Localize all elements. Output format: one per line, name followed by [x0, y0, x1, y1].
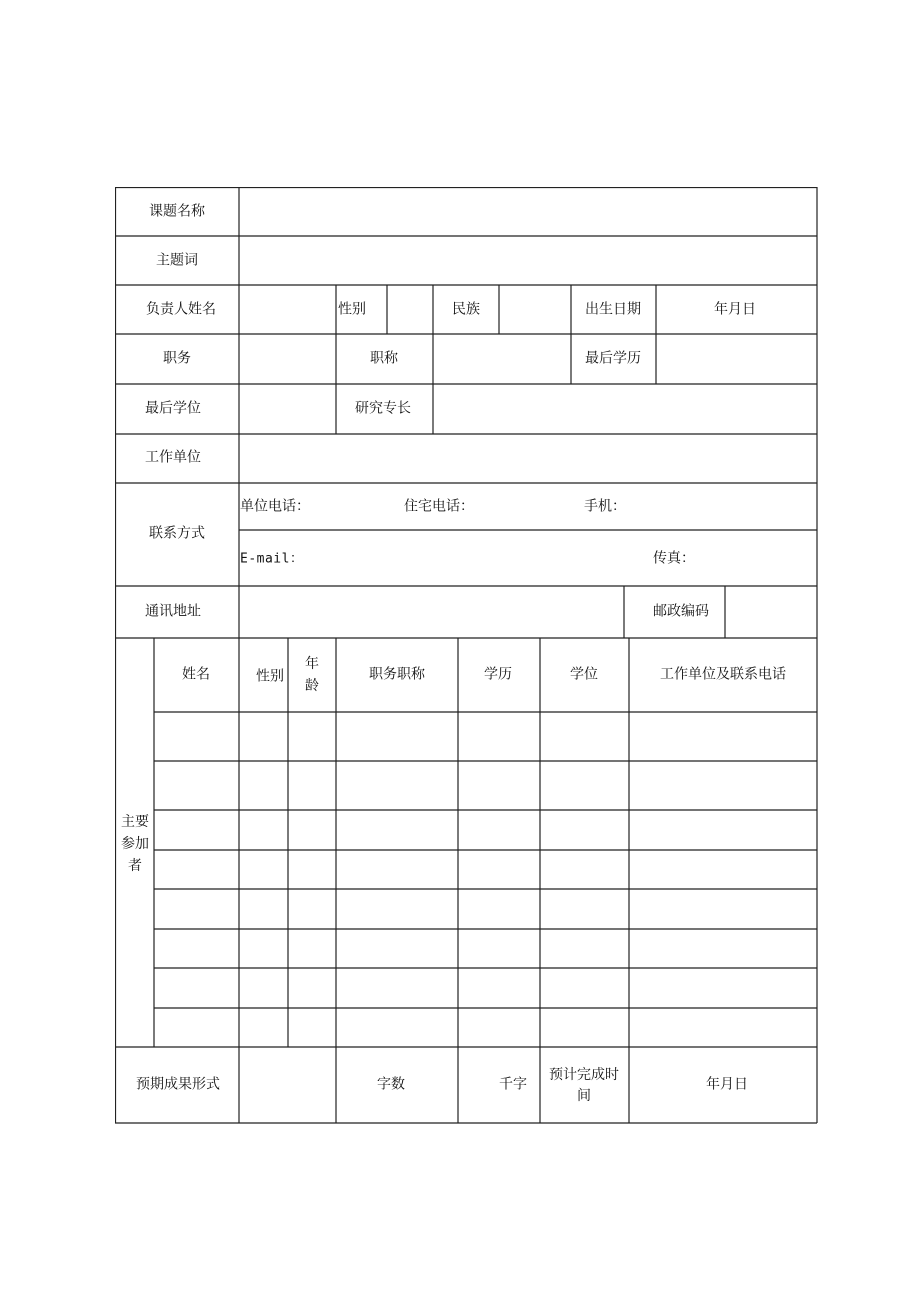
- keywords-label: 主题词: [156, 252, 198, 269]
- postal-code-label: 邮政编码: [653, 603, 709, 620]
- work-unit-label: 工作单位: [145, 449, 201, 466]
- topic-name-label: 课题名称: [149, 203, 205, 220]
- email-label: E-mail：: [240, 551, 304, 567]
- column-header-degree: 学位: [570, 666, 598, 683]
- fax-label: 传真：: [653, 550, 695, 567]
- ethnicity-label: 民族: [452, 301, 480, 318]
- birth-date-label: 出生日期: [585, 301, 641, 318]
- mobile-label: 手机：: [584, 498, 626, 515]
- contact-label: 联系方式: [149, 525, 205, 542]
- participants-section-label: 主要 参加 者: [121, 814, 149, 874]
- last-degree-label: 最后学位: [145, 400, 201, 417]
- application-form-table: [115, 187, 818, 1124]
- home-phone-label: 住宅电话：: [404, 498, 474, 515]
- word-count-label: 字数: [377, 1076, 405, 1093]
- form-grid-lines: [115, 187, 818, 1124]
- column-header-name: 姓名: [182, 666, 210, 683]
- leader-name-label: 负责人姓名: [146, 301, 216, 318]
- column-header-age: 年 龄: [305, 656, 319, 694]
- mailing-address-label: 通讯地址: [145, 603, 201, 620]
- title-label: 职称: [370, 350, 398, 367]
- last-education-label: 最后学历: [585, 350, 641, 367]
- position-label: 职务: [163, 350, 191, 367]
- birth-date-value: 年月日: [714, 301, 756, 318]
- outcome-form-label: 预期成果形式: [136, 1076, 220, 1093]
- column-header-position-title: 职务职称: [369, 666, 425, 683]
- column-header-unit-phone: 工作单位及联系电话: [660, 666, 786, 683]
- completion-date-value: 年月日: [706, 1076, 748, 1093]
- gender-label: 性别: [338, 301, 366, 318]
- completion-time-label: 预计完成时 间: [549, 1067, 619, 1104]
- thousand-chars-label: 千字: [499, 1076, 527, 1093]
- column-header-education: 学历: [484, 666, 512, 683]
- research-specialty-label: 研究专长: [355, 400, 411, 417]
- column-header-gender: 性别: [256, 668, 284, 685]
- office-phone-label: 单位电话：: [240, 498, 310, 515]
